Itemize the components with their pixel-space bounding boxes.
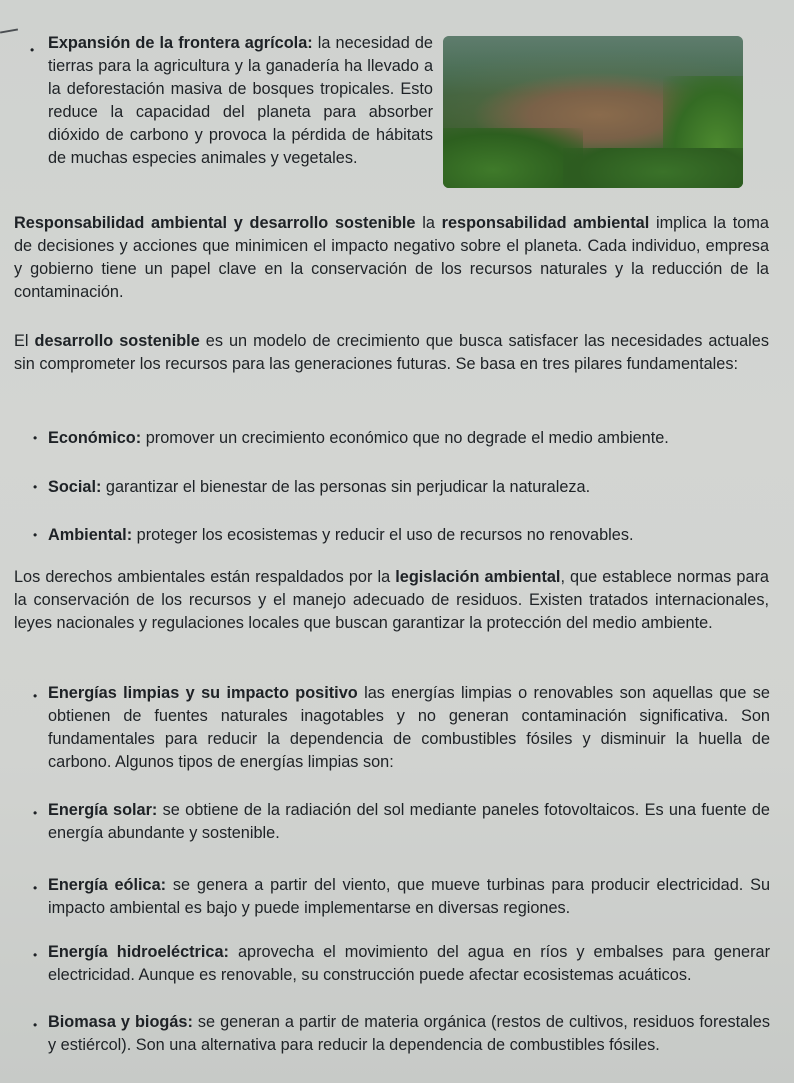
responsabilidad-title: Responsabilidad ambiental y desarrollo sostenible [14, 214, 416, 232]
energias-paragraph [48, 682, 770, 775]
bullet-icon: • [33, 480, 38, 494]
energias-title: Energías limpias y su impacto positivo [48, 684, 358, 702]
desarrollo-term: desarrollo sostenible [34, 332, 200, 350]
desarrollo-paragraph [14, 330, 769, 376]
deforestation-photo [443, 36, 743, 188]
energy-type-term: Energía hidroeléctrica: [48, 943, 229, 961]
desarrollo-text: es un modelo de crecimiento que busca satisfacer las necesidades actuales sin comprometer los recursos para las generaciones futuras. Se basa en tres pilares fundamentales: [14, 332, 770, 374]
energy-type-text: se generan a partir de materia orgánica (restos de cultivos, residuos forestales y estiércol). Son una alternativa para reducir la dependencia de combustibles fósiles. [48, 1013, 770, 1055]
bullet-icon: • [33, 806, 38, 820]
energy-type-term: Energía solar: [48, 801, 158, 819]
pilar-text: garantizar el bienestar de las personas sin perjudicar la naturaleza. [105, 478, 591, 496]
bullet-icon: • [33, 881, 38, 895]
energy-type-text: se obtiene de la radiación del sol mediante paneles fotovoltaicos. Es una fuente de energía abundante y sostenible. [48, 801, 770, 843]
pilar-term: Económico: [48, 429, 142, 447]
pilar-text: proteger los ecosistemas y reducir el uso de recursos no renovables. [136, 526, 634, 544]
energy-type-term: Biomasa y biogás: [48, 1013, 193, 1031]
pilar-term: Social: [48, 478, 102, 496]
desarrollo-prefix: El [14, 332, 29, 350]
energy-type-text: aprovecha el movimiento del agua en ríos y embalses para generar electricidad. Aunque es renovable, su construcción puede afectar ecosistemas acuáticos. [48, 943, 770, 985]
energias-text: las energías limpias o renovables son aquellas que se obtienen de fuentes naturales inagotables y no generan contaminación significativa. Son fundamentales para reducir la dependencia de combustibles fósiles y disminuir la huella de carbono. Algunos tipos de energías limpias son: [48, 684, 770, 772]
page-mark [0, 28, 18, 33]
intro-paragraph [48, 32, 433, 170]
pilar-item [48, 476, 768, 499]
energy-type-item [48, 799, 770, 845]
bullet-icon: • [33, 689, 38, 703]
responsabilidad-paragraph [14, 212, 769, 305]
derechos-text2: , que establece normas para la conservación de los recursos y el manejo adecuado de residuos. Existen tratados internacionales, leyes nacionales y regulaciones locales que buscan garantizar la protección del medio ambiente. [14, 568, 769, 633]
intro-title: Expansión de la frontera agrícola: [48, 34, 313, 52]
bullet-icon: • [30, 43, 35, 57]
derechos-text1: Los derechos ambientales están respaldados por la [14, 568, 391, 586]
derechos-paragraph [14, 566, 769, 635]
energy-type-term: Energía eólica: [48, 876, 167, 894]
energy-type-item [48, 1011, 770, 1057]
bullet-icon: • [33, 528, 38, 542]
pilar-item [48, 524, 768, 547]
bullet-icon: • [33, 1018, 38, 1032]
derechos-term: legislación ambiental [395, 568, 561, 586]
intro-text: la necesidad de tierras para la agricultura y la ganadería ha llevado a la deforestación masiva de bosques tropicales. Esto reduce la capacidad del planeta para absorber dióxido de carbono y provoca la pérdida de hábitats de muchas especies animales y vegetales. [48, 34, 433, 167]
responsabilidad-text1: la [422, 214, 435, 232]
pilar-term: Ambiental: [48, 526, 133, 544]
energy-type-item [48, 874, 770, 920]
energy-type-item [48, 941, 770, 987]
responsabilidad-text2: implica la toma de decisiones y acciones que minimicen el impacto negativo sobre el planeta. Cada individuo, empresa y gobierno tiene un papel clave en la conservación de los recursos naturales y la reducción de la contaminación. [14, 214, 769, 302]
bullet-icon: • [33, 948, 38, 962]
bullet-icon: • [33, 431, 38, 445]
pilar-text: promover un crecimiento económico que no degrade el medio ambiente. [145, 429, 669, 447]
energy-type-text: se genera a partir del viento, que mueve turbinas para producir electricidad. Su impacto ambiental es bajo y puede implementarse en diversas regiones. [48, 876, 771, 918]
pilar-item [48, 427, 768, 450]
responsabilidad-term: responsabilidad ambiental [441, 214, 650, 232]
